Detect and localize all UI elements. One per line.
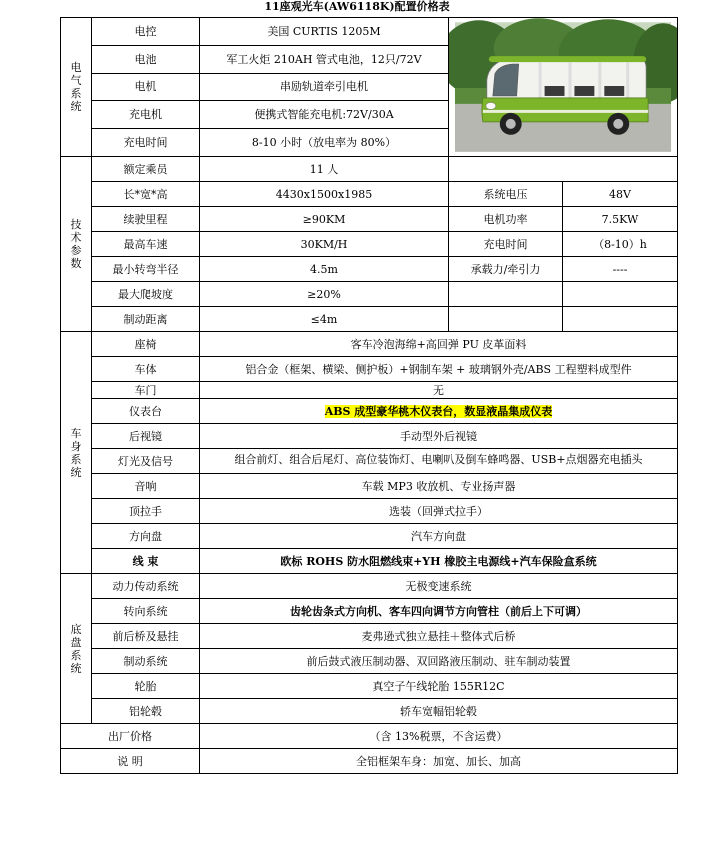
row-value: 美国 CURTIS 1205M bbox=[200, 18, 449, 46]
vehicle-photo-cell bbox=[449, 18, 678, 157]
row-value: 无 bbox=[200, 382, 678, 399]
row-label-2 bbox=[449, 307, 563, 332]
row-label: 电池 bbox=[92, 45, 200, 73]
row-value bbox=[200, 399, 678, 424]
row-label: 音响 bbox=[92, 474, 200, 499]
row-label: 座椅 bbox=[92, 332, 200, 357]
row-label: 顶拉手 bbox=[92, 499, 200, 524]
row-label-2: 系统电压 bbox=[449, 182, 563, 207]
row-value: 客车冷泡海绵+高回弹 PU 皮革面料 bbox=[200, 332, 678, 357]
row-value: 军工火炬 210AH 管式电池，12只/72V bbox=[200, 45, 449, 73]
row-label: 线 束 bbox=[92, 549, 200, 574]
row-value: 8-10 小时（放电率为 80%） bbox=[200, 129, 449, 157]
empty-cell bbox=[449, 157, 678, 182]
row-label: 轮胎 bbox=[92, 674, 200, 699]
row-value: 前后鼓式液压制动器、双回路液压制动、驻车制动装置 bbox=[200, 649, 678, 674]
row-label-2: 承载力/牵引力 bbox=[449, 257, 563, 282]
row-label: 方向盘 bbox=[92, 524, 200, 549]
row-label-2: 电机功率 bbox=[449, 207, 563, 232]
row-value: 铝合金（框架、横梁、侧护板）+钢制车架 + 玻璃钢外壳/ABS 工程塑料成型件 bbox=[200, 357, 678, 382]
row-label: 最大爬坡度 bbox=[92, 282, 200, 307]
section-chassis bbox=[61, 574, 92, 724]
row-label: 充电机 bbox=[92, 101, 200, 129]
row-label: 车门 bbox=[92, 382, 200, 399]
section-body bbox=[61, 332, 92, 574]
row-value: 麦弗逊式独立悬挂＋整体式后桥 bbox=[200, 624, 678, 649]
row-value: 无极变速系统 bbox=[200, 574, 678, 599]
row-label: 制动距离 bbox=[92, 307, 200, 332]
row-value: 串励轨道牵引电机 bbox=[200, 73, 449, 101]
page-title: 11座观光车(AW6118K)配置价格表 bbox=[264, 0, 450, 13]
row-value: 真空子午线轮胎 155R12C bbox=[200, 674, 678, 699]
row-label: 车体 bbox=[92, 357, 200, 382]
row-value-2: 48V bbox=[563, 182, 678, 207]
price-value: （含 13%税票，不含运费） bbox=[200, 724, 678, 749]
section-label: 车身系统 bbox=[70, 426, 82, 479]
row-label: 仪表台 bbox=[92, 399, 200, 424]
row-value: 选装（回弹式拉手） bbox=[200, 499, 678, 524]
row-label: 电控 bbox=[92, 18, 200, 46]
section-label: 底盘系统 bbox=[70, 622, 82, 675]
note-value: 全铝框架车身：加宽、加长、加高 bbox=[200, 749, 678, 774]
row-value: 齿轮齿条式方向机、客车四向调节方向管柱（前后上下可调） bbox=[200, 599, 678, 624]
row-value: 便携式智能充电机:72V/30A bbox=[200, 101, 449, 129]
section-label: 电气系统 bbox=[70, 61, 82, 113]
spec-table bbox=[60, 17, 678, 774]
row-label-2: 充电时间 bbox=[449, 232, 563, 257]
row-value: ≥90KM bbox=[200, 207, 449, 232]
row-label: 长*宽*高 bbox=[92, 182, 200, 207]
row-label: 制动系统 bbox=[92, 649, 200, 674]
row-label: 续驶里程 bbox=[92, 207, 200, 232]
row-value: ≥20% bbox=[200, 282, 449, 307]
row-label: 铝轮毂 bbox=[92, 699, 200, 724]
highlighted-text: ABS 成型豪华桃木仪表台，数显液晶集成仪表 bbox=[324, 404, 553, 418]
row-label: 灯光及信号 bbox=[92, 449, 200, 474]
row-value: 手动型外后视镜 bbox=[200, 424, 678, 449]
section-technical bbox=[61, 157, 92, 332]
row-label: 最高车速 bbox=[92, 232, 200, 257]
row-label: 后视镜 bbox=[92, 424, 200, 449]
row-label: 充电时间 bbox=[92, 129, 200, 157]
row-value: 30KM/H bbox=[200, 232, 449, 257]
row-value: 4430x1500x1985 bbox=[200, 182, 449, 207]
note-label: 说 明 bbox=[61, 749, 200, 774]
wrapped-text: 组合前灯、组合后尾灯、高位装饰灯、电喇叭及倒车蜂鸣器、USB+点烟器充电插头 bbox=[234, 453, 643, 466]
row-value-2: 7.5KW bbox=[563, 207, 678, 232]
row-value: 欧标 ROHS 防水阻燃线束+YH 橡胶主电源线+汽车保险盒系统 bbox=[200, 549, 678, 574]
row-label-2 bbox=[449, 282, 563, 307]
section-electrical bbox=[61, 18, 92, 157]
row-label: 前后桥及悬挂 bbox=[92, 624, 200, 649]
row-value: ≤4m bbox=[200, 307, 449, 332]
price-label: 出厂价格 bbox=[61, 724, 200, 749]
row-value: 4.5m bbox=[200, 257, 449, 282]
row-value: 轿车宽幅铝轮毂 bbox=[200, 699, 678, 724]
row-value: 车载 MP3 收放机、专业扬声器 bbox=[200, 474, 678, 499]
row-value-2: （8-10）h bbox=[563, 232, 678, 257]
vehicle-photo bbox=[449, 18, 677, 156]
row-value-2 bbox=[563, 282, 678, 307]
row-value-2 bbox=[563, 307, 678, 332]
row-label: 额定乘员 bbox=[92, 157, 200, 182]
row-label: 最小转弯半径 bbox=[92, 257, 200, 282]
row-label: 动力传动系统 bbox=[92, 574, 200, 599]
row-value bbox=[200, 449, 678, 474]
row-value-2: ---- bbox=[563, 257, 678, 282]
row-value: 11 人 bbox=[200, 157, 449, 182]
section-label: 技术参数 bbox=[70, 218, 82, 270]
row-value: 汽车方向盘 bbox=[200, 524, 678, 549]
row-label: 转向系统 bbox=[92, 599, 200, 624]
row-label: 电机 bbox=[92, 73, 200, 101]
